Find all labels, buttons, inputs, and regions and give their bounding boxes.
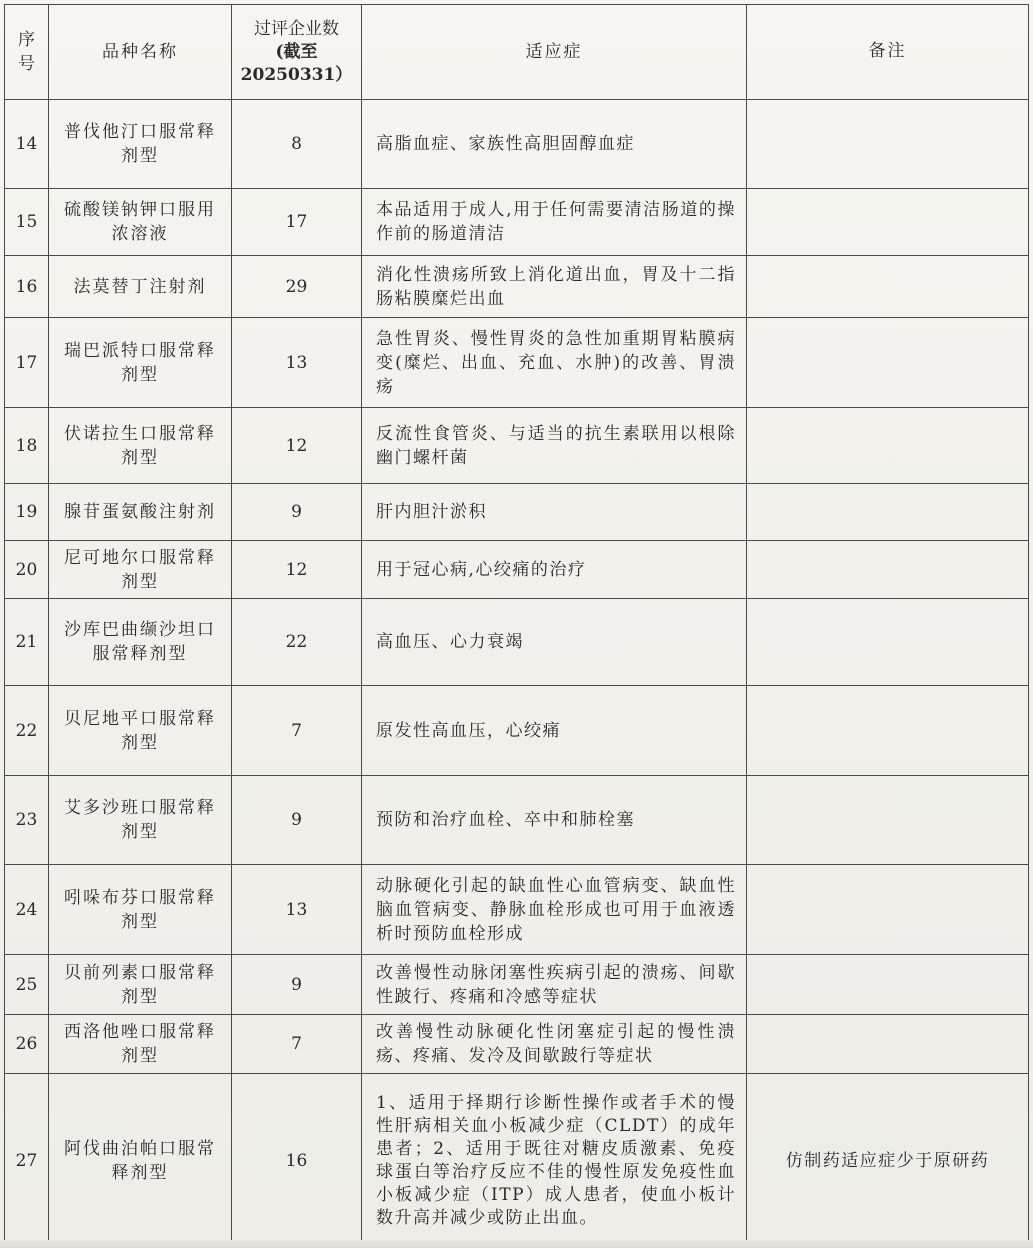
row-indication: 消化性溃疡所致上消化道出血，胃及十二指肠粘膜糜烂出血 bbox=[362, 256, 747, 318]
row-indication: 用于冠心病,心绞痛的治疗 bbox=[362, 541, 747, 599]
row-indication: 肝内胆汁淤积 bbox=[362, 484, 747, 541]
row-note bbox=[747, 955, 1029, 1015]
row-no: 19 bbox=[5, 484, 49, 541]
row-count: 12 bbox=[232, 541, 362, 599]
row-indication: 高脂血症、家族性高胆固醇血症 bbox=[362, 100, 747, 189]
row-note bbox=[747, 408, 1029, 484]
row-count: 16 bbox=[232, 1074, 362, 1248]
row-no: 27 bbox=[5, 1074, 49, 1248]
row-no: 14 bbox=[5, 100, 49, 189]
row-count: 9 bbox=[232, 955, 362, 1015]
row-indication: 预防和治疗血栓、卒中和肺栓塞 bbox=[362, 776, 747, 865]
header-count-line2: (截至 bbox=[275, 41, 318, 62]
row-count: 8 bbox=[232, 100, 362, 189]
row-count: 22 bbox=[232, 599, 362, 686]
row-name: 贝尼地平口服常释剂型 bbox=[49, 686, 232, 776]
table-row bbox=[5, 599, 1029, 686]
row-no: 23 bbox=[5, 776, 49, 865]
row-name: 艾多沙班口服常释剂型 bbox=[49, 776, 232, 865]
header-count-line3: 20250331） bbox=[240, 64, 353, 85]
row-note bbox=[747, 686, 1029, 776]
row-indication: 改善慢性动脉闭塞性疾病引起的溃疡、间歇性跛行、疼痛和冷感等症状 bbox=[362, 955, 747, 1015]
row-note bbox=[747, 599, 1029, 686]
page-bottom-edge bbox=[0, 1240, 1033, 1248]
row-note bbox=[747, 865, 1029, 955]
table-row bbox=[5, 408, 1029, 484]
row-no: 21 bbox=[5, 599, 49, 686]
row-count: 12 bbox=[232, 408, 362, 484]
row-indication: 本品适用于成人,用于任何需要清洁肠道的操作前的肠道清洁 bbox=[362, 189, 747, 256]
row-note bbox=[747, 484, 1029, 541]
table-row bbox=[5, 541, 1029, 599]
table-row bbox=[5, 318, 1029, 408]
header-name: 品种名称 bbox=[49, 5, 232, 100]
table-header-row bbox=[5, 5, 1029, 100]
table-row bbox=[5, 955, 1029, 1015]
row-no: 17 bbox=[5, 318, 49, 408]
row-no: 18 bbox=[5, 408, 49, 484]
row-note: 仿制药适应症少于原研药 bbox=[747, 1074, 1029, 1248]
header-no-label: 序号 bbox=[18, 30, 35, 74]
table-row bbox=[5, 100, 1029, 189]
row-name: 伏诺拉生口服常释剂型 bbox=[49, 408, 232, 484]
header-indication: 适应症 bbox=[362, 5, 747, 100]
row-name: 贝前列素口服常释剂型 bbox=[49, 955, 232, 1015]
row-name: 法莫替丁注射剂 bbox=[49, 256, 232, 318]
row-count: 9 bbox=[232, 484, 362, 541]
row-count: 13 bbox=[232, 865, 362, 955]
row-count: 7 bbox=[232, 686, 362, 776]
table-row bbox=[5, 189, 1029, 256]
row-count: 9 bbox=[232, 776, 362, 865]
row-note bbox=[747, 541, 1029, 599]
row-count: 7 bbox=[232, 1015, 362, 1074]
row-note bbox=[747, 776, 1029, 865]
row-indication: 1、适用于择期行诊断性操作或者手术的慢性肝病相关血小板减少症（CLDT）的成年患者；2、适用于既往对糖皮质激素、免疫球蛋白等治疗反应不佳的慢性原发免疫性血小板减少症（ITP）成人患者，使血小板计数升高并减少或防止出血。 bbox=[362, 1074, 747, 1248]
row-indication: 反流性食管炎、与适当的抗生素联用以根除幽门螺杆菌 bbox=[362, 408, 747, 484]
row-indication: 急性胃炎、慢性胃炎的急性加重期胃粘膜病变(糜烂、出血、充血、水肿)的改善、胃溃疡 bbox=[362, 318, 747, 408]
row-name: 吲哚布芬口服常释剂型 bbox=[49, 865, 232, 955]
row-note bbox=[747, 100, 1029, 189]
row-note bbox=[747, 318, 1029, 408]
table-row bbox=[5, 484, 1029, 541]
row-indication: 原发性高血压，心绞痛 bbox=[362, 686, 747, 776]
table-row bbox=[5, 686, 1029, 776]
row-name: 西洛他唑口服常释剂型 bbox=[49, 1015, 232, 1074]
table-row bbox=[5, 865, 1029, 955]
header-no bbox=[5, 5, 49, 100]
row-name: 沙库巴曲缬沙坦口服常释剂型 bbox=[49, 599, 232, 686]
row-no: 15 bbox=[5, 189, 49, 256]
table-row bbox=[5, 1015, 1029, 1074]
row-note bbox=[747, 256, 1029, 318]
table-row bbox=[5, 256, 1029, 318]
row-name: 瑞巴派特口服常释剂型 bbox=[49, 318, 232, 408]
row-no: 16 bbox=[5, 256, 49, 318]
header-count bbox=[232, 5, 362, 100]
row-indication: 改善慢性动脉硬化性闭塞症引起的慢性溃疡、疼痛、发冷及间歇跛行等症状 bbox=[362, 1015, 747, 1074]
row-no: 24 bbox=[5, 865, 49, 955]
row-indication: 高血压、心力衰竭 bbox=[362, 599, 747, 686]
row-no: 25 bbox=[5, 955, 49, 1015]
row-note bbox=[747, 189, 1029, 256]
row-count: 13 bbox=[232, 318, 362, 408]
row-no: 26 bbox=[5, 1015, 49, 1074]
row-no: 20 bbox=[5, 541, 49, 599]
row-name: 尼可地尔口服常释剂型 bbox=[49, 541, 232, 599]
row-indication: 动脉硬化引起的缺血性心血管病变、缺血性脑血管病变、静脉血栓形成也可用于血液透析时预防血栓形成 bbox=[362, 865, 747, 955]
drug-table bbox=[4, 4, 1029, 1248]
header-count-line1: 过评企业数 bbox=[254, 18, 339, 39]
row-count: 29 bbox=[232, 256, 362, 318]
row-no: 22 bbox=[5, 686, 49, 776]
header-note: 备注 bbox=[747, 5, 1029, 100]
row-name: 普伐他汀口服常释剂型 bbox=[49, 100, 232, 189]
row-note bbox=[747, 1015, 1029, 1074]
table-row bbox=[5, 776, 1029, 865]
table-row bbox=[5, 1074, 1029, 1248]
row-name: 腺苷蛋氨酸注射剂 bbox=[49, 484, 232, 541]
row-count: 17 bbox=[232, 189, 362, 256]
row-name: 硫酸镁钠钾口服用浓溶液 bbox=[49, 189, 232, 256]
row-name: 阿伐曲泊帕口服常释剂型 bbox=[49, 1074, 232, 1248]
